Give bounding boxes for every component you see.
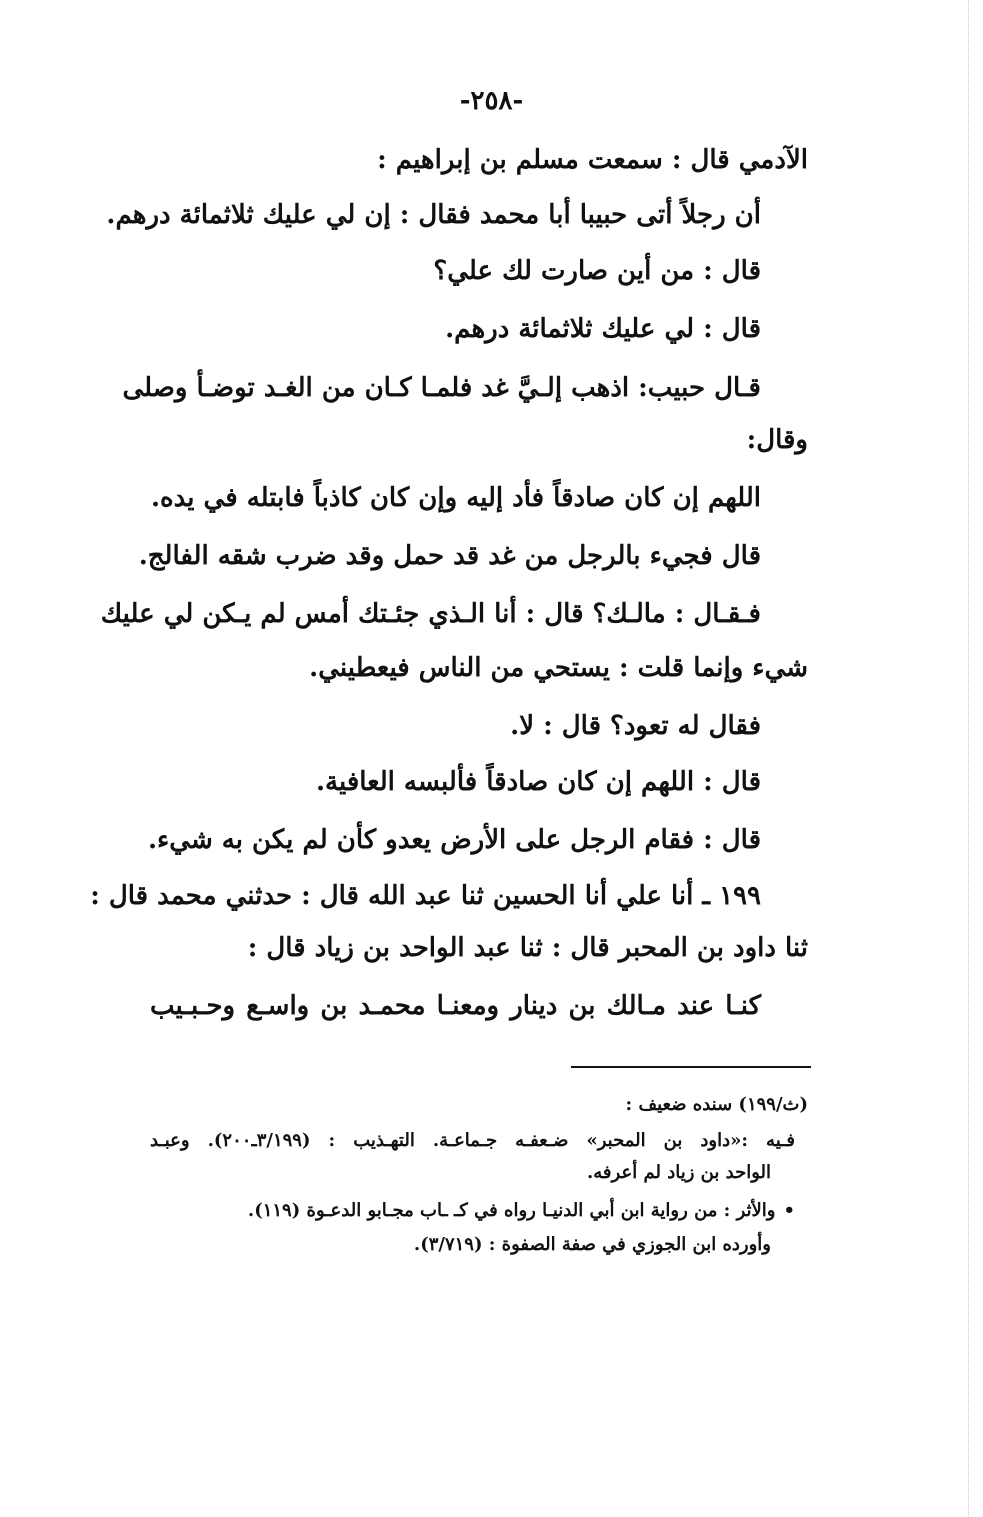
bullet-icon: •	[783, 1200, 795, 1221]
body-line: أن رجلاً أتى حبيبا أبا محمد فقال : إن لي عليك ثلاثمائة درهم.	[106, 200, 761, 230]
footnote-line: وأورده ابن الجوزي في صفة الصفوة : (٣/٧١٩).	[413, 1234, 771, 1255]
body-line: ١٩٩ ـ أنا علي أنا الحسين ثنا عبد الله قال : حدثني محمد قال :	[90, 881, 761, 911]
body-line: قال : اللهم إن كان صادقاً فألبسه العافية.	[315, 767, 761, 797]
footnote-divider	[571, 1066, 811, 1068]
body-line: الآدمي قال : سمعت مسلم بن إبراهيم :	[377, 145, 808, 175]
body-line: قال فجيء بالرجل من غد قد حمل وقد ضرب شقه الفالج.	[138, 541, 761, 571]
body-line: قال : فقام الرجل على الأرض يعدو كأن لم يكن به شيء.	[148, 825, 761, 855]
footnote-line: فـيه :«داود بن المحبر» ضـعفـه جـماعـة. التهـذيب : (٣/١٩٩ـ٢٠٠). وعبـد	[150, 1130, 795, 1151]
footnote-line	[248, 1198, 795, 1224]
body-line: وقال:	[746, 425, 808, 455]
body-line: شيء وإنما قلت : يستحي من الناس فيعطيني.	[309, 653, 808, 683]
body-line: قال : لي عليك ثلاثمائة درهم.	[445, 314, 761, 344]
footnote-line: (ث/١٩٩) سنده ضعيف :	[625, 1094, 808, 1115]
body-line: كنـا عند مـالك بن دينار ومعنـا محمـد بن واسـع وحـبـيب	[150, 991, 761, 1021]
page-number: -٢٥٨-	[459, 86, 524, 116]
scan-edge-dots	[968, 0, 969, 1517]
body-line: قـال حبيب: اذهب إلـيَّ غد فلمـا كـان من الغـد توضـأ وصلى	[122, 373, 761, 403]
footnote-line-text: والأثر : من رواية ابن أبي الدنيـا رواه في كـ ـاب مجـابو الدعـوة (١١٩).	[247, 1200, 776, 1221]
body-line: فقال له تعود؟ قال : لا.	[510, 711, 761, 741]
body-line: فـقـال : مالـك؟ قال : أنا الـذي جئـتك أمس لم يـكن لي عليك	[100, 599, 761, 629]
body-line: ثنا داود بن المحبر قال : ثنا عبد الواحد بن زياد قال :	[247, 933, 808, 963]
body-line: اللهم إن كان صادقاً فأد إليه وإن كان كاذباً فابتله في يده.	[150, 483, 761, 513]
footnote-line: الواحد بن زياد لم أعرفه.	[587, 1162, 771, 1183]
body-line: قال : من أين صارت لك علي؟	[433, 256, 761, 286]
